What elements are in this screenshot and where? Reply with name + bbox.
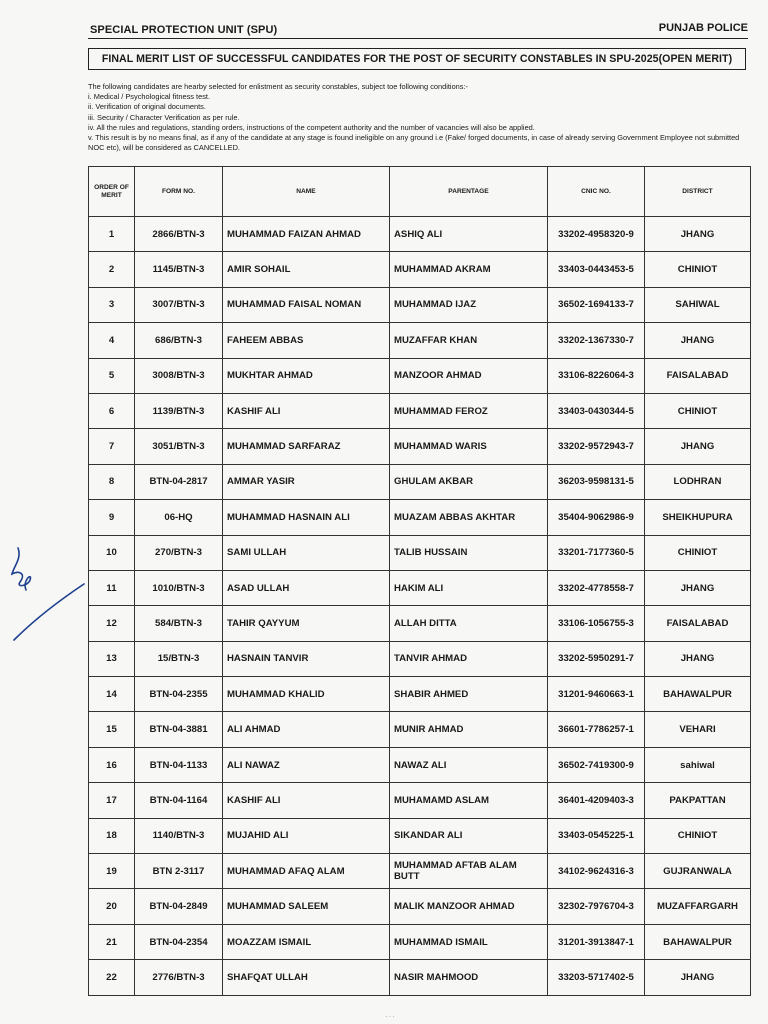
cnic-cell: 33403-0430344-5 [548, 393, 645, 428]
signature-mark [0, 540, 90, 650]
form-no-cell: BTN-04-1133 [135, 747, 223, 782]
form-no-cell: 686/BTN-3 [135, 323, 223, 358]
table-row [89, 924, 751, 959]
form-no-cell: 1010/BTN-3 [135, 570, 223, 605]
table-row [89, 464, 751, 499]
table-row [89, 429, 751, 464]
column-header-order: ORDER OF MERIT [89, 167, 135, 217]
merit-order-cell: 13 [89, 641, 135, 676]
condition-item: ii. Verification of original documents. [88, 102, 206, 112]
table-row [89, 889, 751, 924]
cnic-cell: 33202-4778558-7 [548, 570, 645, 605]
cnic-cell: 35404-9062986-9 [548, 500, 645, 535]
merit-order-cell: 2 [89, 252, 135, 287]
parentage-cell: MUHAMMAD FEROZ [390, 393, 548, 428]
merit-order-cell: 17 [89, 783, 135, 818]
form-no-cell: BTN-04-2817 [135, 464, 223, 499]
merit-order-cell: 15 [89, 712, 135, 747]
merit-order-cell: 11 [89, 570, 135, 605]
merit-order-cell: 8 [89, 464, 135, 499]
merit-order-cell: 21 [89, 924, 135, 959]
form-no-cell: 15/BTN-3 [135, 641, 223, 676]
district-cell: SHEIKHUPURA [645, 500, 751, 535]
column-header-name: NAME [223, 167, 390, 217]
district-cell: VEHARI [645, 712, 751, 747]
district-cell: JHANG [645, 323, 751, 358]
candidate-name-cell: MUHAMMAD FAIZAN AHMAD [223, 217, 390, 252]
candidate-name-cell: MUHAMMAD SALEEM [223, 889, 390, 924]
page-footer-mark: · · · [385, 1014, 395, 1020]
parentage-cell: MUZAFFAR KHAN [390, 323, 548, 358]
merit-order-cell: 18 [89, 818, 135, 853]
district-cell: SAHIWAL [645, 287, 751, 322]
table-row [89, 217, 751, 252]
parentage-cell: SIKANDAR ALI [390, 818, 548, 853]
department-name: PUNJAB POLICE [658, 22, 748, 34]
form-no-cell: BTN-04-2849 [135, 889, 223, 924]
cnic-cell: 33106-8226064-3 [548, 358, 645, 393]
parentage-cell: HAKIM ALI [390, 570, 548, 605]
merit-order-cell: 14 [89, 677, 135, 712]
merit-order-cell: 1 [89, 217, 135, 252]
column-header-parentage: PARENTAGE [390, 167, 548, 217]
parentage-cell: MUHAMMAD WARIS [390, 429, 548, 464]
form-no-cell: 3007/BTN-3 [135, 287, 223, 322]
parentage-cell: NASIR MAHMOOD [390, 960, 548, 995]
candidate-name-cell: KASHIF ALI [223, 393, 390, 428]
district-cell: JHANG [645, 570, 751, 605]
form-no-cell: 2866/BTN-3 [135, 217, 223, 252]
table-row [89, 960, 751, 995]
district-cell: JHANG [645, 960, 751, 995]
condition-item: iv. All the rules and regulations, standing orders, instructions of the competent authority and the number of vacancies will also be applied. [88, 122, 535, 132]
candidate-name-cell: MUHAMMAD AFAQ ALAM [223, 854, 390, 889]
merit-order-cell: 4 [89, 323, 135, 358]
candidate-name-cell: MOAZZAM ISMAIL [223, 924, 390, 959]
table-row [89, 535, 751, 570]
unit-name: SPECIAL PROTECTION UNIT (SPU) [90, 24, 278, 36]
candidate-name-cell: ALI AHMAD [223, 712, 390, 747]
district-cell: BAHAWALPUR [645, 924, 751, 959]
table-row [89, 606, 751, 641]
document-title: FINAL MERIT LIST OF SUCCESSFUL CANDIDATES FOR THE POST OF SECURITY CONSTABLES IN SPU-2025(OPEN MERIT) [88, 48, 746, 70]
district-cell: CHINIOT [645, 393, 751, 428]
merit-order-cell: 12 [89, 606, 135, 641]
cnic-cell: 33106-1056755-3 [548, 606, 645, 641]
table-row [89, 358, 751, 393]
cnic-cell: 33201-7177360-5 [548, 535, 645, 570]
conditions-lead: The following candidates are hearby selected for enlistment as security constables, subject toe following conditions:- [88, 82, 469, 91]
merit-table [88, 166, 751, 996]
merit-order-cell: 19 [89, 854, 135, 889]
district-cell: sahiwal [645, 747, 751, 782]
table-header-row [89, 167, 751, 217]
cnic-cell: 32302-7976704-3 [548, 889, 645, 924]
parentage-cell: MUHAMMAD ISMAIL [390, 924, 548, 959]
district-cell: JHANG [645, 641, 751, 676]
district-cell: LODHRAN [645, 464, 751, 499]
form-no-cell: 06-HQ [135, 500, 223, 535]
parentage-cell: MUNIR AHMAD [390, 712, 548, 747]
table-row [89, 818, 751, 853]
table-row [89, 854, 751, 889]
form-no-cell: BTN-04-2354 [135, 924, 223, 959]
candidate-name-cell: MUKHTAR AHMAD [223, 358, 390, 393]
merit-order-cell: 6 [89, 393, 135, 428]
candidate-name-cell: MUHAMMAD SARFARAZ [223, 429, 390, 464]
table-row [89, 500, 751, 535]
form-no-cell: 2776/BTN-3 [135, 960, 223, 995]
merit-order-cell: 3 [89, 287, 135, 322]
candidate-name-cell: MUHAMMAD FAISAL NOMAN [223, 287, 390, 322]
form-no-cell: BTN-04-3881 [135, 712, 223, 747]
cnic-cell: 33403-0545225-1 [548, 818, 645, 853]
district-cell: CHINIOT [645, 252, 751, 287]
form-no-cell: 1145/BTN-3 [135, 252, 223, 287]
parentage-cell: MUHAMMAD IJAZ [390, 287, 548, 322]
cnic-cell: 36601-7786257-1 [548, 712, 645, 747]
table-row [89, 783, 751, 818]
table-row [89, 747, 751, 782]
candidate-name-cell: FAHEEM ABBAS [223, 323, 390, 358]
form-no-cell: 270/BTN-3 [135, 535, 223, 570]
district-cell: PAKPATTAN [645, 783, 751, 818]
cnic-cell: 33202-9572943-7 [548, 429, 645, 464]
merit-order-cell: 20 [89, 889, 135, 924]
parentage-cell: TALIB HUSSAIN [390, 535, 548, 570]
cnic-cell: 31201-9460663-1 [548, 677, 645, 712]
cnic-cell: 31201-3913847-1 [548, 924, 645, 959]
table-row [89, 393, 751, 428]
parentage-cell: NAWAZ ALI [390, 747, 548, 782]
candidate-name-cell: HASNAIN TANVIR [223, 641, 390, 676]
parentage-cell: TANVIR AHMAD [390, 641, 548, 676]
candidate-name-cell: SHAFQAT ULLAH [223, 960, 390, 995]
candidate-name-cell: ALI NAWAZ [223, 747, 390, 782]
merit-order-cell: 5 [89, 358, 135, 393]
conditions-block [88, 82, 750, 153]
form-no-cell: 3051/BTN-3 [135, 429, 223, 464]
form-no-cell: 1139/BTN-3 [135, 393, 223, 428]
district-cell: MUZAFFARGARH [645, 889, 751, 924]
candidate-name-cell: MUJAHID ALI [223, 818, 390, 853]
parentage-cell: MUHAMMAD AFTAB ALAM BUTT [390, 854, 548, 889]
cnic-cell: 34102-9624316-3 [548, 854, 645, 889]
table-row [89, 641, 751, 676]
cnic-cell: 36502-1694133-7 [548, 287, 645, 322]
cnic-cell: 33403-0443453-5 [548, 252, 645, 287]
cnic-cell: 36203-9598131-5 [548, 464, 645, 499]
merit-table-body [89, 217, 751, 996]
table-row [89, 570, 751, 605]
cnic-cell: 33203-5717402-5 [548, 960, 645, 995]
parentage-cell: MANZOOR AHMAD [390, 358, 548, 393]
parentage-cell: SHABIR AHMED [390, 677, 548, 712]
form-no-cell: BTN-04-2355 [135, 677, 223, 712]
form-no-cell: BTN 2-3117 [135, 854, 223, 889]
table-row [89, 323, 751, 358]
merit-order-cell: 10 [89, 535, 135, 570]
merit-order-cell: 9 [89, 500, 135, 535]
merit-order-cell: 7 [89, 429, 135, 464]
district-cell: FAISALABAD [645, 358, 751, 393]
form-no-cell: 3008/BTN-3 [135, 358, 223, 393]
candidate-name-cell: AMIR SOHAIL [223, 252, 390, 287]
candidate-name-cell: AMMAR YASIR [223, 464, 390, 499]
cnic-cell: 36401-4209403-3 [548, 783, 645, 818]
candidate-name-cell: TAHIR QAYYUM [223, 606, 390, 641]
candidate-name-cell: ASAD ULLAH [223, 570, 390, 605]
parentage-cell: MALIK MANZOOR AHMAD [390, 889, 548, 924]
district-cell: FAISALABAD [645, 606, 751, 641]
parentage-cell: MUAZAM ABBAS AKHTAR [390, 500, 548, 535]
condition-item: iii. Security / Character Verification as per rule. [88, 112, 240, 122]
district-cell: JHANG [645, 217, 751, 252]
district-cell: CHINIOT [645, 535, 751, 570]
district-cell: GUJRANWALA [645, 854, 751, 889]
candidate-name-cell: MUHAMMAD HASNAIN ALI [223, 500, 390, 535]
header-divider [88, 38, 748, 39]
candidate-name-cell: KASHIF ALI [223, 783, 390, 818]
district-cell: JHANG [645, 429, 751, 464]
parentage-cell: ASHIQ ALI [390, 217, 548, 252]
cnic-cell: 33202-5950291-7 [548, 641, 645, 676]
table-row [89, 287, 751, 322]
parentage-cell: ALLAH DITTA [390, 606, 548, 641]
form-no-cell: 584/BTN-3 [135, 606, 223, 641]
condition-item: i. Medical / Psychological fitness test. [88, 92, 210, 102]
column-header-form: FORM NO. [135, 167, 223, 217]
condition-item: v. This result is by no means final, as if any of the candidate at any stage is found ineligible on any ground i.e (Fake/ forged documents, in case of already serving Government Employee not submitted NOC etc), will be considered as CANCELLED. [88, 133, 740, 153]
column-header-cnic: CNIC NO. [548, 167, 645, 217]
district-cell: BAHAWALPUR [645, 677, 751, 712]
form-no-cell: BTN-04-1164 [135, 783, 223, 818]
parentage-cell: GHULAM AKBAR [390, 464, 548, 499]
parentage-cell: MUHAMAMD ASLAM [390, 783, 548, 818]
parentage-cell: MUHAMMAD AKRAM [390, 252, 548, 287]
cnic-cell: 33202-4958320-9 [548, 217, 645, 252]
merit-order-cell: 16 [89, 747, 135, 782]
candidate-name-cell: SAMI ULLAH [223, 535, 390, 570]
table-row [89, 677, 751, 712]
form-no-cell: 1140/BTN-3 [135, 818, 223, 853]
table-row [89, 252, 751, 287]
candidate-name-cell: MUHAMMAD KHALID [223, 677, 390, 712]
district-cell: CHINIOT [645, 818, 751, 853]
merit-order-cell: 22 [89, 960, 135, 995]
table-row [89, 712, 751, 747]
column-header-district: DISTRICT [645, 167, 751, 217]
cnic-cell: 33202-1367330-7 [548, 323, 645, 358]
cnic-cell: 36502-7419300-9 [548, 747, 645, 782]
